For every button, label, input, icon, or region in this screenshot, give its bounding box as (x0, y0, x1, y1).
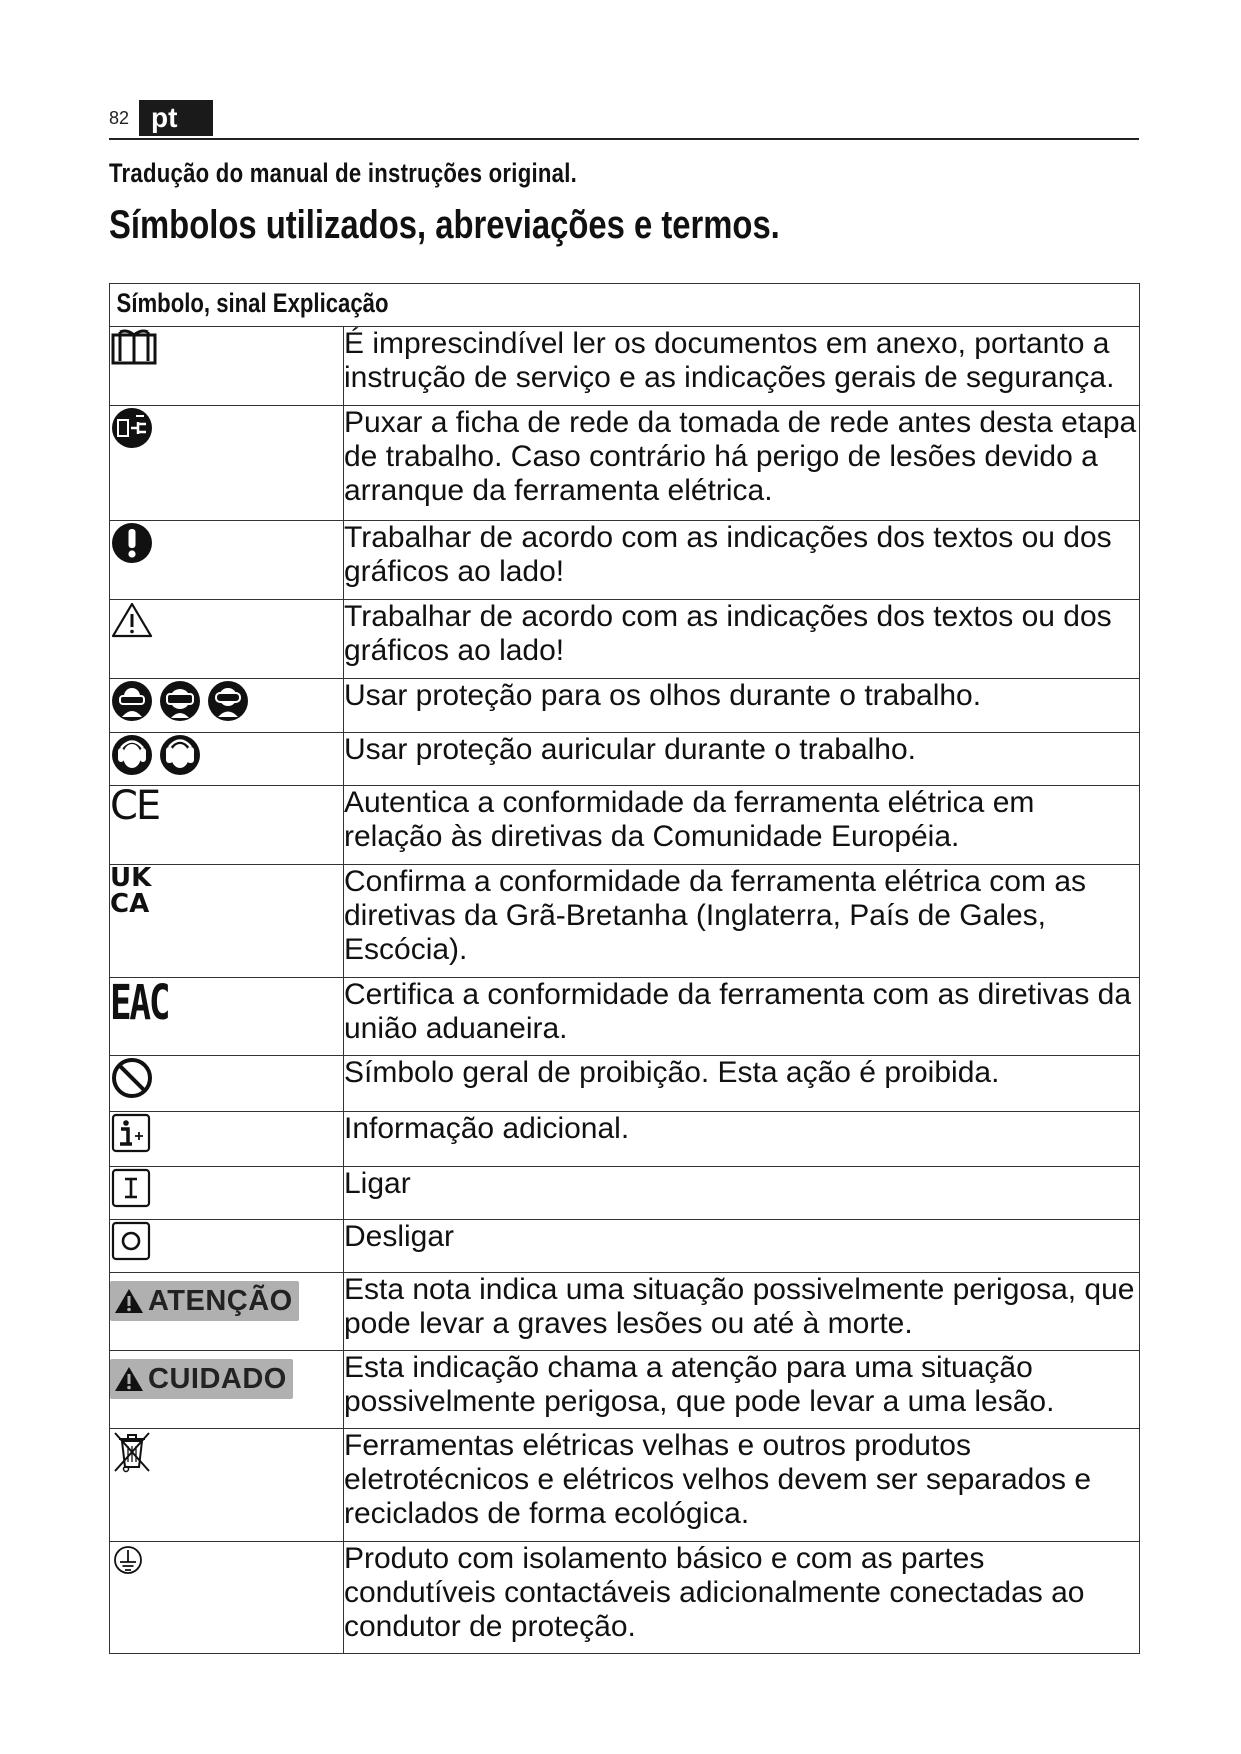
explanation-cell: Esta nota indica uma situação possivelmente perigosa, que pode levar a graves lesões ou até à morte. (344, 1273, 1140, 1351)
symbol-cell (110, 1056, 344, 1112)
symbol-cell (110, 1542, 344, 1654)
explanation-cell: Trabalhar de acordo com as indicações dos textos ou dos gráficos ao lado! (344, 521, 1140, 600)
explanation-cell: Autentica a conformidade da ferramenta elétrica em relação às diretivas da Comunidade Européia. (344, 786, 1140, 865)
info-plus-icon (110, 1112, 154, 1154)
attention-label: ATENÇÃO (148, 1284, 293, 1317)
ear-protection-icons (110, 733, 202, 777)
table-row (110, 1220, 1140, 1273)
ukca-mark-icon (110, 865, 343, 917)
col-explanation-header: Explicação (272, 288, 389, 318)
symbol-cell (110, 1220, 344, 1273)
table-row (110, 521, 1140, 600)
symbol-cell (110, 733, 344, 786)
warning-triangle-icon (114, 1365, 144, 1393)
table-header-row (110, 284, 1140, 327)
explanation-cell: Ligar (344, 1167, 1140, 1220)
symbol-cell (110, 783, 344, 865)
table-row (110, 865, 1140, 978)
explanation-cell: É imprescindível ler os documentos em anexo, portanto a instrução de serviço e as indicações gerais de segurança. (344, 327, 1140, 406)
table-row (110, 978, 1140, 1056)
explanation-cell: Confirma a conformidade da ferramenta elétrica com as diretivas da Grã-Bretanha (Inglaterra, País de Gales, Escócia). (344, 865, 1140, 978)
page-number: 82 (109, 108, 130, 128)
table-row (110, 733, 1140, 786)
language-badge: pt (139, 100, 213, 136)
unplug-icon (110, 406, 154, 450)
symbol-cell (110, 865, 344, 978)
caution-badge (110, 1359, 293, 1399)
explanation-cell: Certifica a conformidade da ferramenta com as diretivas da união aduaneira. (344, 978, 1140, 1056)
symbol-cell (110, 1351, 344, 1429)
table-row (110, 786, 1140, 865)
caution-label: CUIDADO (148, 1362, 287, 1395)
explanation-cell: Usar proteção para os olhos durante o trabalho. (344, 679, 1140, 733)
symbol-cell (110, 327, 344, 406)
table-row (110, 406, 1140, 521)
document-subtitle: Tradução do manual de instruções original. (109, 158, 577, 188)
symbols-table (109, 283, 1140, 1654)
eye-protection-icons (110, 679, 250, 723)
table-header (110, 284, 1140, 327)
eac-mark-icon: EAC (110, 975, 169, 1031)
table-row (110, 1542, 1140, 1654)
table-row (110, 600, 1140, 679)
warning-triangle-icon (110, 600, 154, 640)
symbol-cell (110, 1273, 344, 1351)
table-row (110, 679, 1140, 733)
page-title: Símbolos utilizados, abreviações e termos. (109, 203, 780, 247)
ce-mark-icon: CE (110, 783, 160, 829)
table-row (110, 327, 1140, 406)
explanation-cell: Trabalhar de acordo com as indicações dos textos ou dos gráficos ao lado! (344, 600, 1140, 679)
symbol-cell (110, 600, 344, 679)
symbol-cell (110, 521, 344, 600)
table-row (110, 1273, 1140, 1351)
symbol-cell (110, 679, 344, 733)
explanation-cell: Desligar (344, 1220, 1140, 1273)
read-manual-icon (110, 327, 158, 367)
col-symbol-header: Símbolo, sinal (116, 288, 267, 318)
explanation-cell: Esta indicação chama a atenção para uma situação possivelmente perigosa, que pode levar a uma lesão. (344, 1351, 1140, 1429)
table-row (110, 1351, 1140, 1429)
explanation-cell: Puxar a ficha de rede da tomada de rede antes desta etapa de trabalho. Caso contrário há perigo de lesões devido a arranque da ferramenta elétrica. (344, 406, 1140, 521)
ukca-line-1: UK (110, 863, 152, 893)
protective-earth-icon (110, 1542, 150, 1582)
page-header (109, 100, 1139, 140)
table-row (110, 1167, 1140, 1220)
explanation-cell: Produto com isolamento básico e com as partes condutíveis contactáveis adicionalmente conectadas ao condutor de proteção. (344, 1542, 1140, 1654)
power-on-icon (110, 1167, 154, 1209)
explanation-cell: Símbolo geral de proibição. Esta ação é proibida. (344, 1056, 1140, 1112)
symbol-cell (110, 975, 344, 1056)
symbol-cell (110, 1167, 344, 1220)
warning-triangle-icon (114, 1287, 144, 1315)
explanation-cell: Informação adicional. (344, 1112, 1140, 1167)
mandatory-exclamation-icon (110, 521, 154, 565)
explanation-cell: Ferramentas elétricas velhas e outros produtos eletrotécnicos e elétricos velhos devem ser separados e reciclados de forma ecológica. (344, 1429, 1140, 1542)
table-row (110, 1429, 1140, 1542)
attention-badge (110, 1281, 299, 1321)
explanation-cell: Usar proteção auricular durante o trabalho. (344, 733, 1140, 786)
table-row (110, 1112, 1140, 1167)
symbol-cell (110, 1112, 344, 1167)
weee-bin-icon (110, 1429, 154, 1475)
power-off-icon (110, 1220, 154, 1262)
ukca-line-2: CA (110, 889, 150, 919)
prohibition-icon (110, 1056, 154, 1100)
table-row (110, 1056, 1140, 1112)
symbol-cell (110, 1429, 344, 1542)
symbol-cell (110, 406, 344, 521)
